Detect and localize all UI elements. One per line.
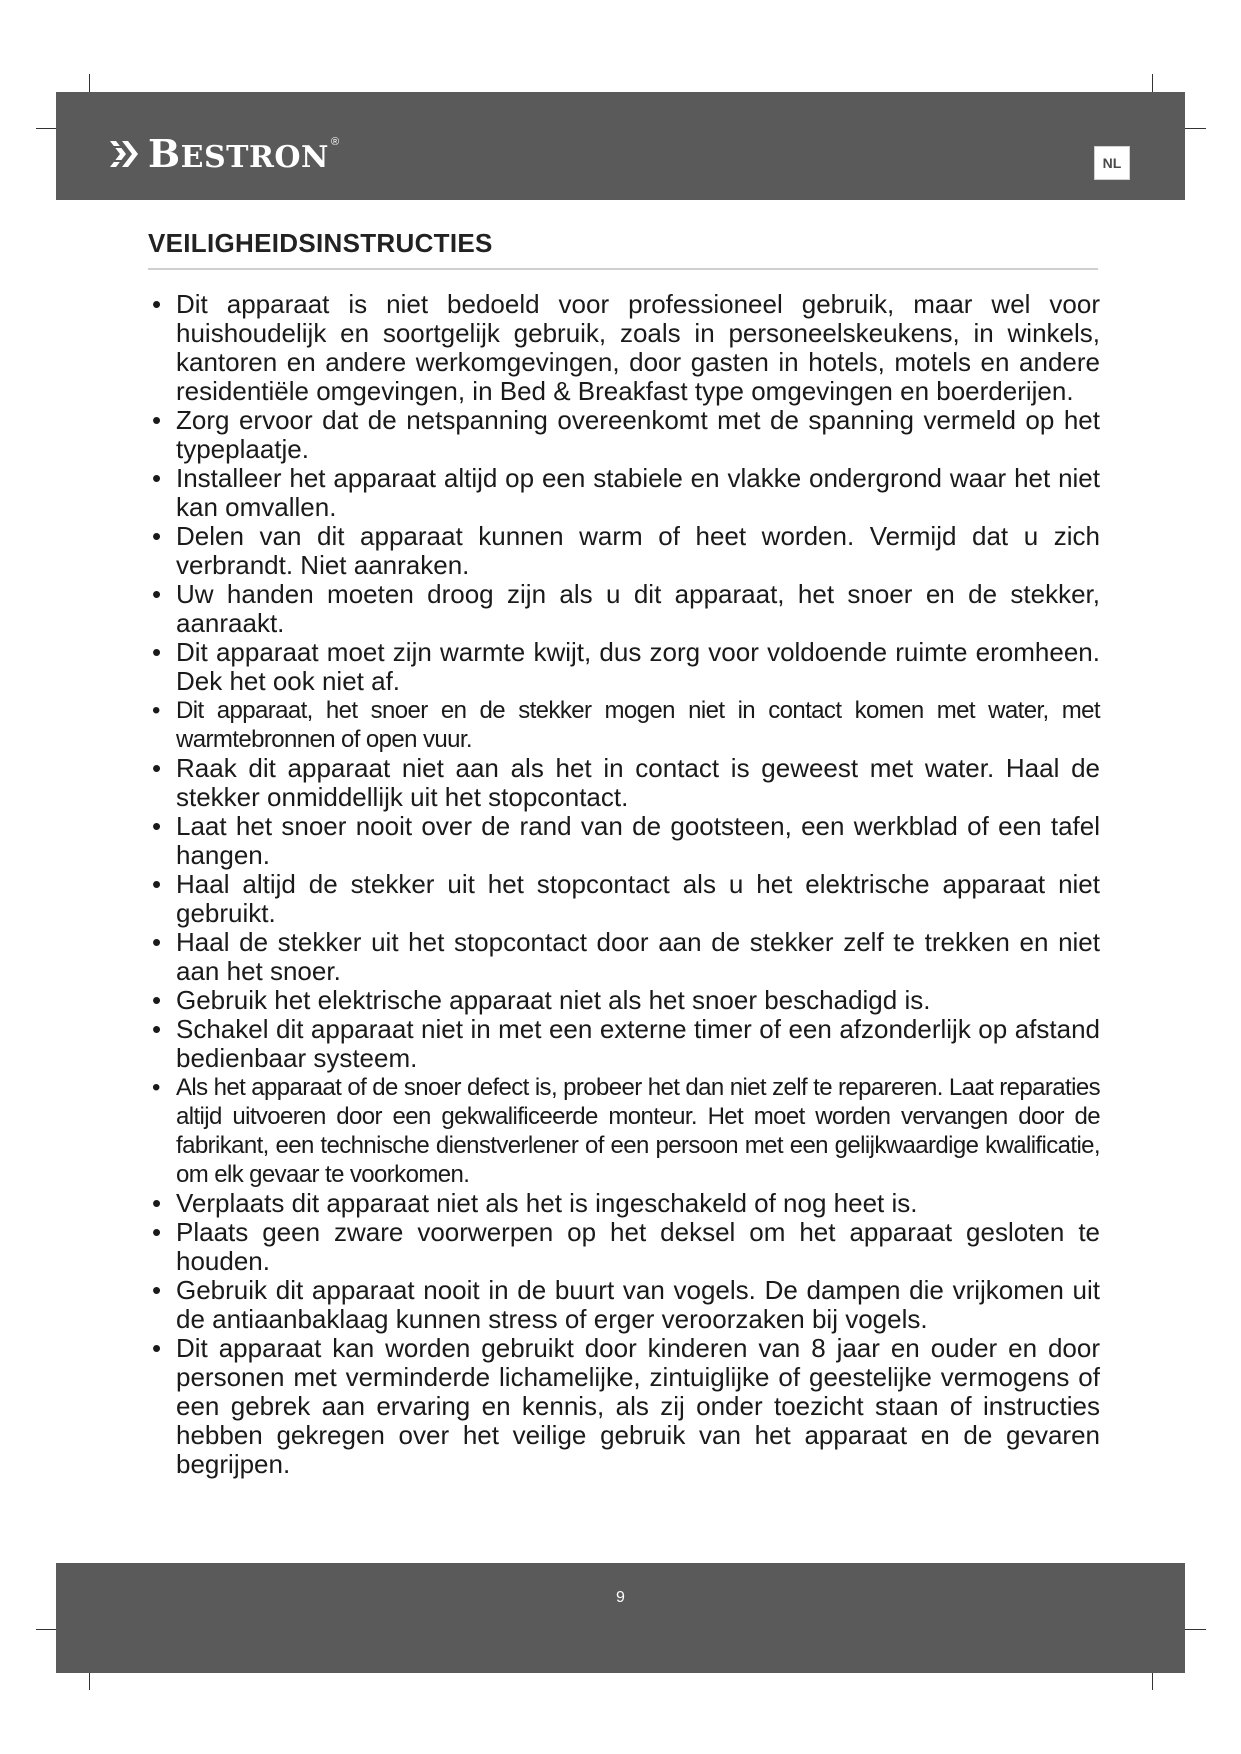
list-item-text: Dit apparaat, het snoer en de stekker mogen niet in contact komen met water, met warmtebronnen of open vuur. [176,697,1100,753]
bullet-icon: • [152,1333,162,1363]
list-item [148,1276,1100,1334]
list-item-text: Haal altijd de stekker uit het stopcontact als u het elektrische apparaat niet gebruikt. [176,869,1100,928]
registered-mark: ® [330,136,340,148]
bullet-icon: • [152,697,160,724]
bullet-icon: • [152,463,162,493]
bullet-icon: • [152,1275,162,1305]
bullet-icon: • [152,869,162,899]
page-number: 9 [616,1589,625,1606]
bullet-icon: • [152,521,162,551]
list-item [148,870,1100,928]
bullet-icon: • [152,1188,162,1218]
bullet-icon: • [152,289,162,319]
list-item-text: Als het apparaat of de snoer defect is, probeer het dan niet zelf te repareren. Laat reparaties altijd uitvoeren door een gekwalificeerde monteur. Het moet worden vervangen door de fabrikant, een technische dienstverlener of een persoon met een gelijkwaardige kwalificatie, om elk gevaar te voorkomen. [176,1074,1100,1188]
bullet-icon: • [152,927,162,957]
bullet-icon: • [152,1074,160,1101]
list-item [148,812,1100,870]
list-item-text: Dit apparaat kan worden gebruikt door kinderen van 8 jaar en ouder en door personen met verminderde lichamelijke, zintuiglijke of geestelijke vermogens of een gebrek aan ervaring en kennis, als zij onder toezicht staan of instructies hebben gekregen over het veilige gebruik van het apparaat en de gevaren begrijpen. [176,1333,1100,1479]
list-item-text: Installeer het apparaat altijd op een stabiele en vlakke ondergrond waar het niet kan omvallen. [176,463,1100,522]
page-footer [56,1563,1185,1673]
list-item-text: Uw handen moeten droog zijn als u dit apparaat, het snoer en de stekker, aanraakt. [176,579,1100,638]
list-item-text: Gebruik dit apparaat nooit in de buurt van vogels. De dampen die vrijkomen uit de antiaanbaklaag kunnen stress of erger veroorzaken bij vogels. [176,1275,1100,1334]
list-item [148,928,1100,986]
bullet-icon: • [152,637,162,667]
list-item [148,1073,1100,1189]
list-item [148,1189,1100,1218]
list-item [148,464,1100,522]
list-item [148,638,1100,696]
list-item [148,754,1100,812]
list-item [148,406,1100,464]
bullet-icon: • [152,579,162,609]
list-item [148,1015,1100,1073]
list-item [148,580,1100,638]
list-item-text: Plaats geen zware voorwerpen op het deksel om het apparaat gesloten te houden. [176,1217,1100,1276]
section-title: VEILIGHEIDSINSTRUCTIES [148,228,493,258]
brand-logo [108,131,340,176]
bullet-icon: • [152,405,162,435]
bullet-icon: • [152,1217,162,1247]
bullet-icon: • [152,985,162,1015]
list-item-text: Dit apparaat is niet bedoeld voor professioneel gebruik, maar wel voor huishoudelijk en soortgelijk gebruik, zoals in personeelskeukens, in winkels, kantoren en andere werkomgevingen, door gasten in hotels, motels en andere residentiële omgevingen, in Bed & Breakfast type omgevingen en boerderijen. [176,289,1100,406]
list-item [148,290,1100,406]
list-item-text: Laat het snoer nooit over de rand van de gootsteen, een werkblad of een tafel hangen. [176,811,1100,870]
list-item-text: Gebruik het elektrische apparaat niet als het snoer beschadigd is. [176,985,931,1015]
list-item-text: Verplaats dit apparaat niet als het is ingeschakeld of nog heet is. [176,1188,918,1218]
brand-chevron-icon [108,137,142,171]
list-item-text: Zorg ervoor dat de netspanning overeenkomt met de spanning vermeld op het typeplaatje. [176,405,1100,464]
list-item [148,522,1100,580]
language-badge: NL [1094,146,1130,180]
list-item-text: Schakel dit apparaat niet in met een externe timer of een afzonderlijk op afstand bedienbaar systeem. [176,1014,1100,1073]
list-item-text: Haal de stekker uit het stopcontact door aan de stekker zelf te trekken en niet aan het snoer. [176,927,1100,986]
bullet-icon: • [152,753,162,783]
list-item-text: Dit apparaat moet zijn warmte kwijt, dus zorg voor voldoende ruimte eromheen. Dek het ook niet af. [176,637,1100,696]
title-divider [148,268,1098,270]
bullet-icon: • [152,811,162,841]
safety-instructions-list [148,290,1100,1479]
bullet-icon: • [152,1014,162,1044]
list-item [148,986,1100,1015]
list-item-text: Raak dit apparaat niet aan als het in contact is geweest met water. Haal de stekker onmiddellijk uit het stopcontact. [176,753,1100,812]
page-header [56,92,1185,200]
list-item-text: Delen van dit apparaat kunnen warm of heet worden. Vermijd dat u zich verbrandt. Niet aanraken. [176,521,1100,580]
brand-wordmark: BESTRON [148,131,329,176]
list-item [148,1334,1100,1479]
list-item [148,696,1100,754]
list-item [148,1218,1100,1276]
